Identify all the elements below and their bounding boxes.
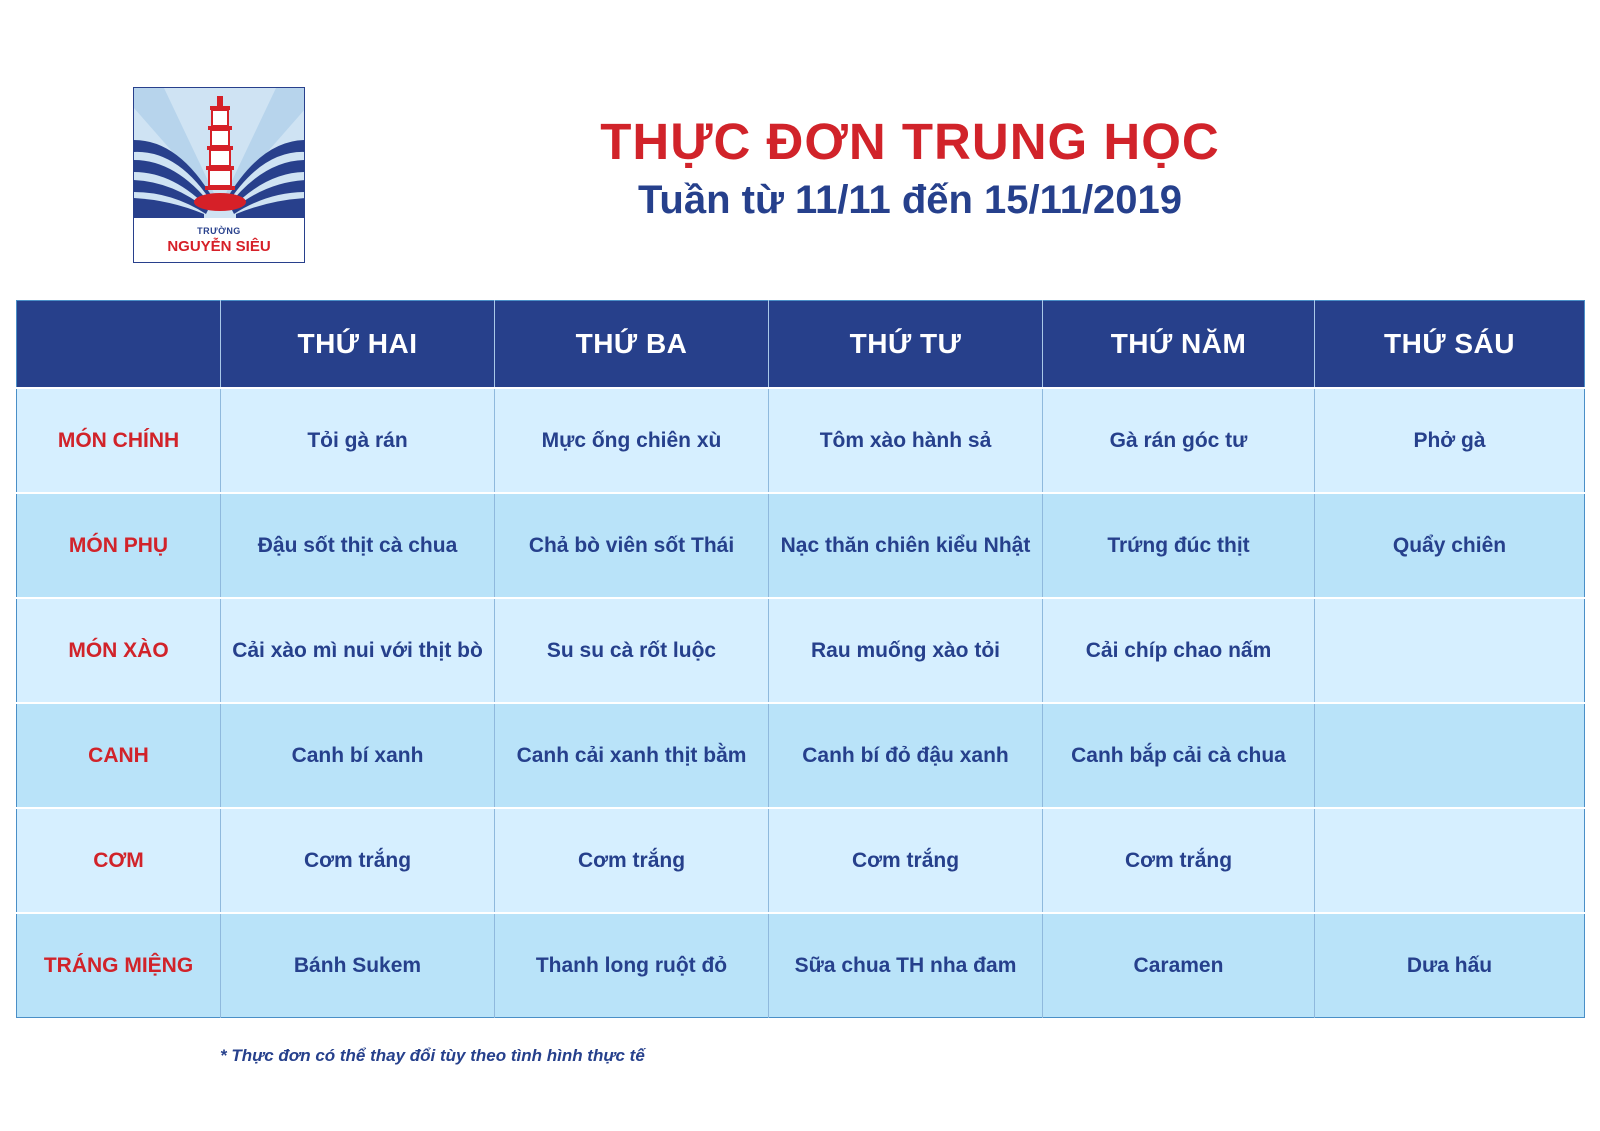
- menu-cell: Trứng đúc thịt: [1043, 493, 1315, 598]
- row-label: CƠM: [17, 808, 221, 913]
- menu-cell: Phở gà: [1315, 388, 1585, 493]
- column-header-thursday: THỨ NĂM: [1043, 301, 1315, 389]
- menu-cell: Cơm trắng: [495, 808, 769, 913]
- menu-cell: Canh cải xanh thịt bằm: [495, 703, 769, 808]
- page-subtitle: Tuần từ 11/11 đến 15/11/2019: [637, 178, 1183, 222]
- column-header-friday: THỨ SÁU: [1315, 301, 1585, 389]
- table-row: [17, 913, 1585, 1018]
- table-row: [17, 703, 1585, 808]
- menu-cell: [1315, 703, 1585, 808]
- column-header-empty: [17, 301, 221, 389]
- menu-cell: Tôm xào hành sả: [769, 388, 1043, 493]
- menu-cell: Cải chíp chao nấm: [1043, 598, 1315, 703]
- menu-cell: [1315, 808, 1585, 913]
- menu-cell: Đậu sốt thịt cà chua: [221, 493, 495, 598]
- row-label: MÓN XÀO: [17, 598, 221, 703]
- menu-cell: Cơm trắng: [1043, 808, 1315, 913]
- row-label: MÓN CHÍNH: [17, 388, 221, 493]
- menu-cell: Tỏi gà rán: [221, 388, 495, 493]
- row-label: CANH: [17, 703, 221, 808]
- menu-cell: Cơm trắng: [221, 808, 495, 913]
- column-header-wednesday: THỨ TƯ: [769, 301, 1043, 389]
- menu-cell: Cải xào mì nui với thịt bò: [221, 598, 495, 703]
- menu-cell: Su su cà rốt luộc: [495, 598, 769, 703]
- column-header-monday: THỨ HAI: [221, 301, 495, 389]
- table-row: [17, 808, 1585, 913]
- pagoda-logo-icon: [134, 88, 305, 263]
- menu-cell: Chả bò viên sốt Thái: [495, 493, 769, 598]
- table-row: [17, 598, 1585, 703]
- footer-note: * Thực đơn có thể thay đổi tùy theo tình hình thực tế: [220, 1046, 645, 1065]
- menu-cell: Mực ống chiên xù: [495, 388, 769, 493]
- row-label: MÓN PHỤ: [17, 493, 221, 598]
- menu-cell: Sữa chua TH nha đam: [769, 913, 1043, 1018]
- table-row: [17, 493, 1585, 598]
- menu-cell: Nạc thăn chiên kiểu Nhật: [769, 493, 1043, 598]
- menu-cell: Canh bắp cải cà chua: [1043, 703, 1315, 808]
- menu-cell: Bánh Sukem: [221, 913, 495, 1018]
- menu-cell: Cơm trắng: [769, 808, 1043, 913]
- page-title: THỰC ĐƠN TRUNG HỌC: [600, 113, 1220, 170]
- menu-cell: Caramen: [1043, 913, 1315, 1018]
- column-header-tuesday: THỨ BA: [495, 301, 769, 389]
- menu-cell: Canh bí xanh: [221, 703, 495, 808]
- menu-table: [16, 300, 1585, 1018]
- menu-cell: Gà rán góc tư: [1043, 388, 1315, 493]
- menu-cell: Rau muống xào tỏi: [769, 598, 1043, 703]
- school-logo: [133, 87, 305, 263]
- logo-school-name: NGUYỄN SIÊU: [167, 238, 271, 255]
- table-header-row: [17, 301, 1585, 389]
- menu-cell: Dưa hấu: [1315, 913, 1585, 1018]
- menu-cell: Quẩy chiên: [1315, 493, 1585, 598]
- menu-cell: Canh bí đỏ đậu xanh: [769, 703, 1043, 808]
- logo-caption: TRƯỜNG: [197, 226, 241, 236]
- table-row: [17, 388, 1585, 493]
- row-label: TRÁNG MIỆNG: [17, 913, 221, 1018]
- menu-cell: Thanh long ruột đỏ: [495, 913, 769, 1018]
- menu-cell: [1315, 598, 1585, 703]
